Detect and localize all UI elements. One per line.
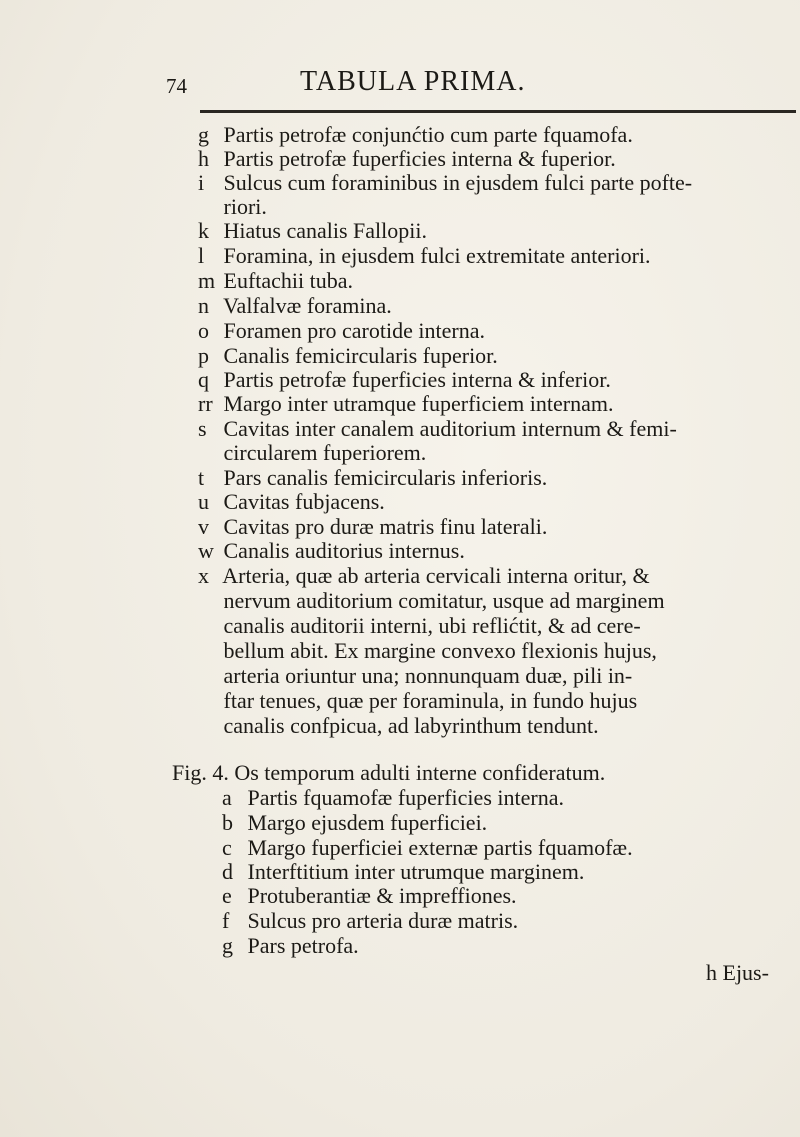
figure-label: Fig. 4. <box>172 760 229 785</box>
entry-key: c <box>222 835 232 860</box>
entry-text: Partis petrofæ fuperficies interna & inferior. <box>223 367 611 392</box>
entry-key: p <box>198 343 209 368</box>
figure-title: Os temporum adulti interne confideratum. <box>234 760 606 785</box>
entry-text: Margo inter utramque fuperficiem internam. <box>223 391 614 416</box>
entry-text: Margo fuperficiei externæ partis fquamofæ. <box>247 835 633 860</box>
entry-text: Canalis femicircularis fuperior. <box>223 343 498 368</box>
legend-entry-continuation <box>198 713 599 739</box>
legend-entry <box>222 810 487 836</box>
page-number: 74 <box>166 74 187 98</box>
legend-entry <box>222 883 517 909</box>
entry-text: canalis auditorii interni, ubi reflićtit, & ad cere- <box>223 613 641 638</box>
legend-entry-continuation <box>198 194 267 220</box>
legend-entry <box>198 563 650 589</box>
entry-text: Hiatus canalis Fallopii. <box>223 218 427 243</box>
legend-entry <box>198 293 392 319</box>
entry-key: s <box>198 416 207 441</box>
entry-key: i <box>198 170 205 195</box>
page-header <box>0 64 800 104</box>
entry-text: Sulcus pro arteria duræ matris. <box>247 908 519 933</box>
legend-entry <box>198 367 611 393</box>
legend-entry <box>222 908 518 934</box>
entry-text: Pars canalis femicircularis inferioris. <box>223 465 548 490</box>
entry-text: riori. <box>223 194 267 219</box>
entry-text: Cavitas inter canalem auditorium internum & femi- <box>223 416 677 441</box>
legend-entry-continuation <box>198 440 426 466</box>
legend-entry <box>222 859 584 885</box>
legend-entry <box>198 465 547 491</box>
entry-text: Pars petrofa. <box>247 933 359 958</box>
entry-text: Foramen pro carotide interna. <box>223 318 485 343</box>
entry-key: m <box>198 268 216 293</box>
entry-text: Arteria, quæ ab arteria cervicali interna oritur, & <box>222 563 650 588</box>
entry-text: Protuberantiæ & impreffiones. <box>247 883 517 908</box>
header-rule <box>200 110 796 113</box>
entry-key: a <box>222 785 232 810</box>
entry-text: Cavitas fubjacens. <box>223 489 385 514</box>
legend-entry <box>198 416 677 442</box>
entry-key: w <box>198 538 214 563</box>
legend-entry <box>198 538 465 564</box>
legend-entry <box>222 785 564 811</box>
entry-text: Partis petrofæ fuperficies interna & fuperior. <box>223 146 616 171</box>
legend-entry <box>198 489 385 515</box>
entry-text: Euftachii tuba. <box>223 268 354 293</box>
legend-entry <box>222 835 633 861</box>
entry-text: canalis confpicua, ad labyrinthum tendunt. <box>223 713 599 738</box>
entry-text: Foramina, in ejusdem fulci extremitate anteriori. <box>223 243 651 268</box>
entry-text: Margo ejusdem fuperficiei. <box>247 810 488 835</box>
entry-text: Canalis auditorius internus. <box>223 538 465 563</box>
entry-key: q <box>198 367 209 392</box>
entry-text: Interftitium inter utrumque marginem. <box>247 859 585 884</box>
entry-text: nervum auditorium comitatur, usque ad marginem <box>223 588 665 613</box>
legend-entry <box>198 243 651 269</box>
legend-entry <box>198 318 485 344</box>
legend-entry <box>198 122 633 148</box>
entry-key: l <box>198 243 205 268</box>
entry-text: Partis petrofæ conjunćtio cum parte fquamofa. <box>223 122 633 147</box>
entry-key: o <box>198 318 209 343</box>
entry-key: e <box>222 883 232 908</box>
entry-key: t <box>198 465 205 490</box>
entry-text: Partis fquamofæ fuperficies interna. <box>247 785 564 810</box>
entry-key: v <box>198 514 209 539</box>
entry-text: Valfalvæ foramina. <box>223 293 392 318</box>
figure-heading <box>172 760 605 786</box>
legend-entry <box>198 391 613 417</box>
legend-entry-continuation <box>198 663 632 689</box>
entry-key: n <box>198 293 209 318</box>
legend-entry-continuation <box>198 588 665 614</box>
entry-key: x <box>198 563 209 588</box>
legend-entry-continuation <box>198 638 657 664</box>
entry-key: g <box>222 933 233 958</box>
running-title: TABULA PRIMA. <box>300 66 526 97</box>
entry-key: f <box>222 908 230 933</box>
entry-text: circularem fuperiorem. <box>223 440 427 465</box>
entry-text: Sulcus cum foraminibus in ejusdem fulci parte pofte- <box>223 170 693 195</box>
legend-entry <box>198 343 498 369</box>
entry-key: d <box>222 859 233 884</box>
entry-key: k <box>198 218 209 243</box>
entry-text: bellum abit. Ex margine convexo flexionis hujus, <box>223 638 657 663</box>
legend-entry <box>198 218 427 244</box>
entry-key: rr <box>198 391 213 416</box>
entry-text: arteria oriuntur una; nonnunquam duæ, pili in- <box>223 663 633 688</box>
legend-entry <box>198 514 547 540</box>
entry-key: h <box>198 146 209 171</box>
entry-text: ftar tenues, quæ per foraminula, in fundo hujus <box>223 688 638 713</box>
legend-entry <box>222 933 359 959</box>
legend-entry-continuation <box>198 688 637 714</box>
entry-key: g <box>198 122 209 147</box>
entry-key: u <box>198 489 209 514</box>
legend-entry <box>198 268 353 294</box>
entry-text: Cavitas pro duræ matris finu laterali. <box>223 514 548 539</box>
legend-entry <box>198 146 616 172</box>
entry-key: b <box>222 810 233 835</box>
legend-entry <box>198 170 692 196</box>
catchword: h Ejus- <box>706 960 769 985</box>
legend-entry-continuation <box>198 613 641 639</box>
